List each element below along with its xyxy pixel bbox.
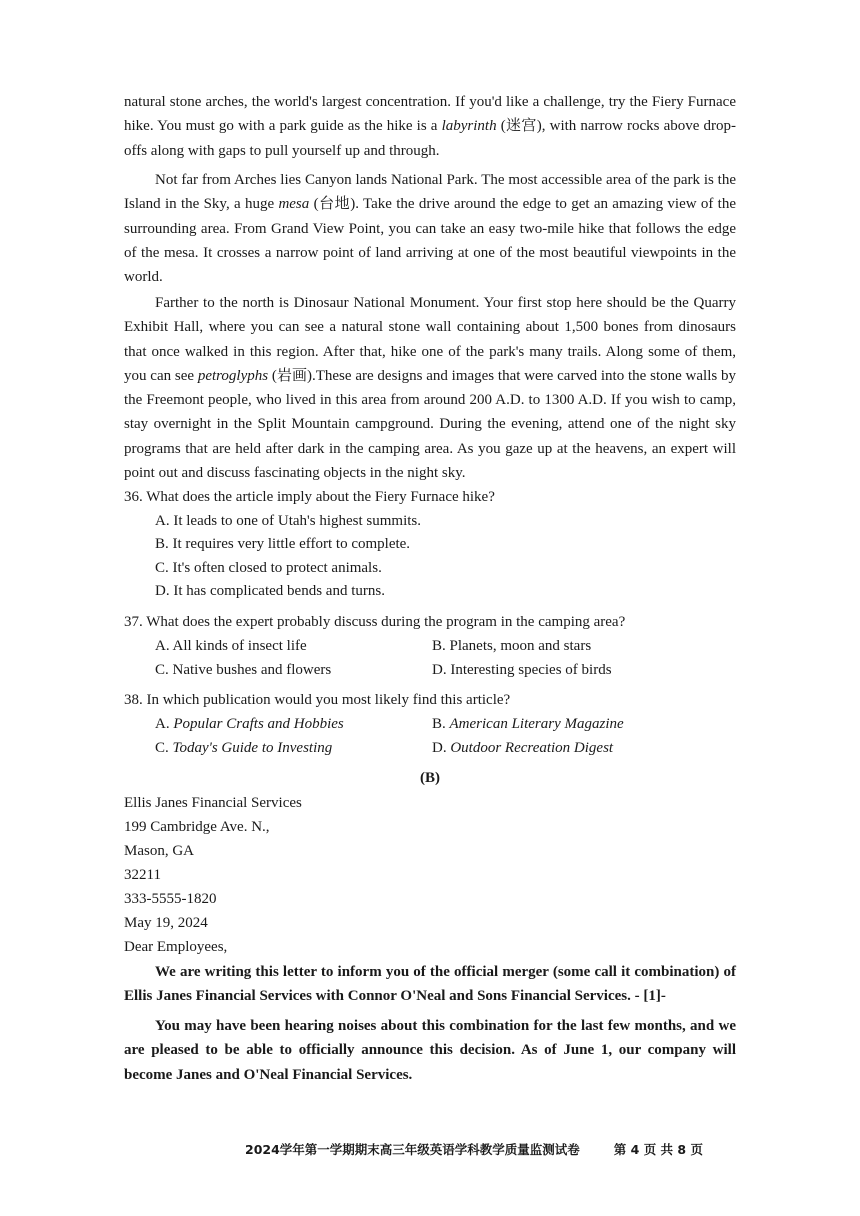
question-37-option-a: A. All kinds of insect life	[155, 638, 307, 654]
paragraph-text: (岩画).These are designs and images that were carved into the stone walls by the Freemont people, who lived in this area from around 200 A.D. to 1300 A.D. If you wish to camp, stay overnight in the Split Mountain campground. During the evening, attend one of the night sky programs that are held after dark in the camping area. As you gaze up at the heavens, an expert will point out and discuss fascinating objects in the night sky.	[124, 367, 737, 482]
question-38-option-c: C. Today's Guide to Investing	[155, 740, 333, 756]
page-footer	[245, 1140, 745, 1158]
question-38-stem: 38. In which publication would you most likely find this article?	[124, 692, 511, 708]
footer-page-number: 第 4 页 共 8 页	[613, 1142, 703, 1157]
question-38-option-d: D. Outdoor Recreation Digest	[432, 740, 614, 756]
letter-zip: 32211	[124, 867, 161, 883]
question-37-option-d: D. Interesting species of birds	[432, 662, 612, 678]
question-37-stem: 37. What does the expert probably discuss during the program in the camping area?	[124, 614, 626, 630]
letter-city: Mason, GA	[124, 843, 194, 859]
passage-paragraph-3	[124, 291, 736, 485]
question-36-option-a: A. It leads to one of Utah's highest summits.	[155, 513, 422, 529]
question-36-option-c: C. It's often closed to protect animals.	[155, 560, 382, 576]
glossary-term: mesa	[278, 196, 310, 213]
paragraph-text: natural stone arches, the world's largest concentration. If you'd like a challenge, try the Fiery Furnace hike. You must go with a park guide as the hike is a	[124, 94, 736, 135]
letter-date: May 19, 2024	[124, 915, 208, 931]
paragraph-text: Farther to the north is Dinosaur National Monument. Your first stop here should be the Quarry Exhibit Hall, where you can see a natural stone wall containing about 1,500 bones from dinosaurs that once walked in this region. After that, hike one of the park's many trails. Along some of them, you can see	[124, 295, 736, 384]
question-36-stem: 36. What does the article imply about the Fiery Furnace hike?	[124, 489, 495, 505]
letter-paragraph-1	[124, 960, 736, 1009]
question-36-option-b: B. It requires very little effort to complete.	[155, 536, 411, 552]
question-38-option-a: A. Popular Crafts and Hobbies	[155, 716, 344, 732]
footer-exam-title: 2024学年第一学期期末高三年级英语学科教学质量监测试卷	[245, 1142, 580, 1157]
paragraph-text: (迷宫), with narrow rocks above drop-offs along with gaps to pull yourself up and through.	[124, 118, 737, 159]
letter-salutation: Dear Employees,	[124, 939, 228, 955]
question-38-option-b: B. American Literary Magazine	[432, 716, 624, 732]
paragraph-text: You may have been hearing noises about this combination for the last few months, and we are pleased to be able to officially announce this decision. As of June 1, our company will become Janes and O'Neal Financial Services.	[124, 1018, 736, 1083]
question-37-option-b: B. Planets, moon and stars	[432, 638, 592, 654]
passage-paragraph-1	[124, 90, 736, 163]
glossary-term: labyrinth	[441, 118, 497, 135]
paragraph-text: (台地). Take the drive around the edge to get an amazing view of the surrounding area. From Grand View Point, you can take an easy two-mile hike that follows the edge of the mesa. It crosses a narrow point of land arriving at one of the most beautiful viewpoints in the world.	[124, 196, 736, 286]
question-36-option-d: D. It has complicated bends and turns.	[155, 583, 385, 599]
paragraph-text: Not far from Arches lies Canyon lands National Park. The most accessible area of the park is the Island in the Sky, a huge	[124, 172, 736, 213]
paragraph-text: We are writing this letter to inform you of the official merger (some call it combination) of Ellis Janes Financial Services with Connor O'Neal and Sons Financial Services. - [1]-	[124, 964, 736, 1005]
glossary-term: petroglyphs	[197, 367, 269, 384]
question-37-option-c: C. Native bushes and flowers	[155, 662, 332, 678]
letter-phone: 333-5555-1820	[124, 891, 217, 907]
letter-sender-name: Ellis Janes Financial Services	[124, 795, 302, 811]
passage-paragraph-2	[124, 168, 736, 289]
section-heading: (B)	[420, 770, 440, 786]
letter-street: 199 Cambridge Ave. N.,	[124, 819, 270, 835]
letter-paragraph-2	[124, 1014, 736, 1087]
